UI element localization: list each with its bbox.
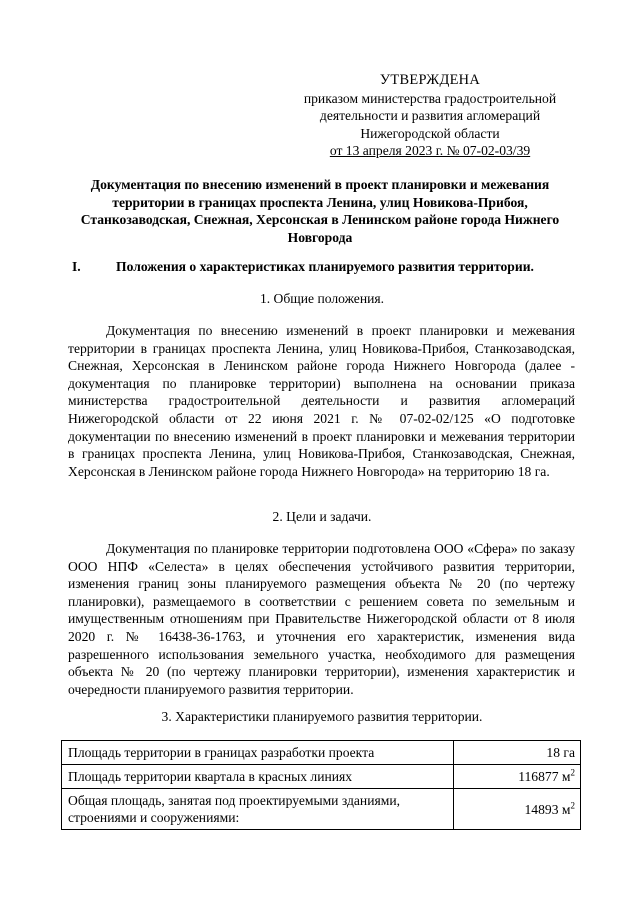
characteristics-table	[61, 740, 581, 830]
table-cell-value	[454, 741, 581, 765]
subsection-heading-general: 1. Общие положения.	[259, 291, 385, 306]
paragraph-general-provisions: Документация по внесению изменений в проект планировки и межевания территории в границах проспекта Ленина, улиц Новикова-Прибоя, Станкозаводская, Снежная, Херсонская в Ленинском районе города Нижнего Новгорода (далее - документация по планировке территории) выполнена на основании приказа министерства градостроительной деятельности и развития агломераций Нижегородской области от 22 июня 2021 г. № 07-02-02/125 «О подготовке документации по внесению изменений в проект планировки и межевания территории в границах проспекта Ленина, улиц Новикова-Прибоя, Станкозаводская, Снежная, Херсонская в Ленинском районе города Нижнего Новгорода» на территорию 18 га.	[68, 323, 575, 479]
approval-line-3: Нижегородской области	[360, 125, 500, 141]
table-cell-label: Общая площадь, занятая под проектируемыми зданиями, строениями и сооружениями:	[62, 789, 454, 830]
value-text: 18 га	[546, 745, 575, 760]
approval-line-1: приказом министерства градостроительной	[303, 90, 557, 106]
table-row	[62, 741, 581, 765]
value-text: 116877 м	[518, 769, 571, 784]
unit-superscript: 2	[570, 799, 575, 810]
table-cell-value	[454, 765, 581, 789]
subsection-heading-characteristics: 3. Характеристики планируемого развития территории.	[161, 709, 483, 724]
table-row	[62, 789, 581, 830]
table-row	[62, 765, 581, 789]
approval-date-line: от 13 апреля 2023 г. № 07-02-03/39	[329, 143, 531, 159]
approval-line-2: деятельности и развития агломераций	[319, 108, 541, 124]
unit-superscript: 2	[570, 767, 575, 778]
table-cell-label: Площадь территории в границах разработки проекта	[62, 741, 454, 765]
subsection-heading-goals: 2. Цели и задачи.	[272, 509, 372, 524]
approval-heading: УТВЕРЖДЕНА	[379, 72, 481, 88]
document-title: Документация по внесению изменений в проект планировки и межевания территории в границах проспекта Ленина, улиц Новикова-Прибоя, Станкозаводская, Снежная, Херсонская в Ленинском районе города Нижнего Новгорода	[80, 177, 560, 245]
value-text: 14893 м	[524, 801, 571, 817]
paragraph-goals: Документация по планировке территории подготовлена ООО «Сфера» по заказу ООО НПФ «Селеста» в целях обеспечения устойчивого развития территории, изменения границ зоны планируемого размещения объекта № 20 (по чертежу планировки), размещаемого в соответствии с решением совета по земельным и имущественным отношениям при Правительстве Нижегородской области от 8 июля 2020 г. № 16438-36-1763, и уточнения его характеристик, изменения вида разрешенного использования земельного участка, необходимого для размещения объекта № 20 (по чертежу планировки территории), изменения характеристик и очередности планируемого развития территории.	[68, 541, 575, 697]
section-title: Положения о характеристиках планируемого развития территории.	[116, 259, 534, 274]
table-cell-value	[454, 789, 581, 830]
section-heading	[72, 258, 592, 276]
approval-stamp	[290, 72, 570, 160]
table-cell-label: Площадь территории квартала в красных линиях	[62, 765, 454, 789]
section-number: I.	[72, 259, 81, 274]
